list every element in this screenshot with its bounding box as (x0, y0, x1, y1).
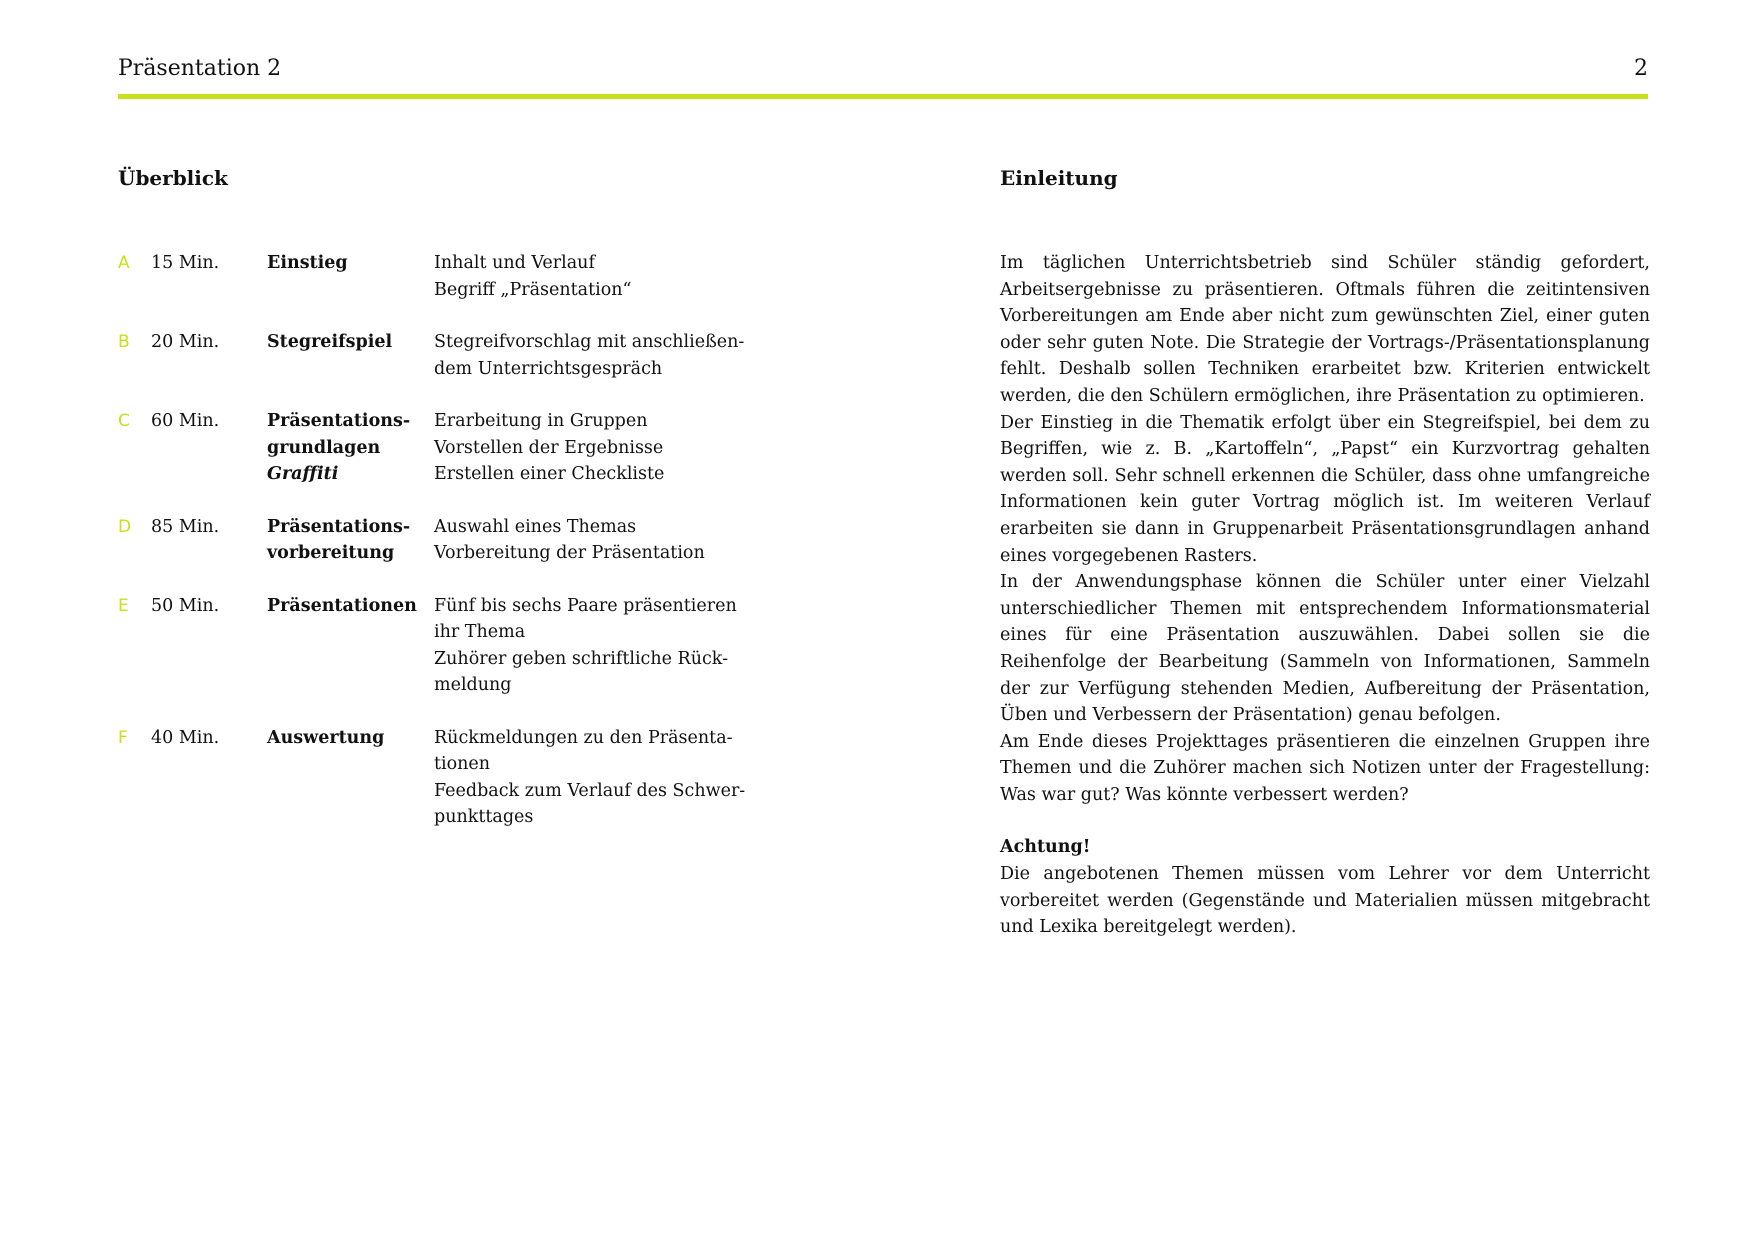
phase-description (434, 408, 764, 488)
description-line: Rückmeldungen zu den Präsenta- (434, 727, 733, 748)
phase-title (267, 725, 437, 752)
intro-paragraph-2: Der Einstieg in die Thematik erfolgt über ein Stegreifspiel, bei dem zu Begriffen, wie z. B. „Kartoffeln“, „Papst“ ein Kurzvortrag gehalten werden soll. Sehr schnell erkennen die Schüler, dass ohne umfangreiche Informationen kein guter Vortrag möglich ist. Im weiteren Verlauf erarbeiten sie dann in Gruppenarbeit Präsentationsgrundlagen anhand eines vorgegebenen Rasters. (1000, 412, 1650, 566)
description-line: dem Unterrichtsgespräch (434, 358, 663, 379)
description-line: Begriff „Präsentation“ (434, 279, 632, 300)
phase-title-line: Einstieg (267, 253, 348, 273)
phase-duration: 40 Min. (151, 727, 220, 748)
overview-row (118, 408, 758, 488)
overview-heading: Überblick (118, 166, 228, 190)
intro-heading: Einleitung (1000, 166, 1118, 190)
page-number: 2 (1634, 56, 1648, 81)
phase-title (267, 514, 437, 567)
description-line: Erarbeitung in Gruppen (434, 411, 648, 431)
description-line: Stegreifvorschlag mit anschließen- (434, 332, 745, 352)
overview-row (118, 514, 758, 567)
phase-title-line: Präsentationen (267, 595, 417, 616)
phase-duration: 50 Min. (151, 595, 220, 616)
overview-row (118, 593, 758, 699)
overview-row (118, 329, 758, 382)
description-line: Fünf bis sechs Paare präsentieren (434, 595, 737, 616)
phase-description (434, 514, 764, 567)
description-line: tionen (434, 754, 491, 774)
intro-paragraph-1: Im täglichen Unterrichtsbetrieb sind Schüler ständig gefordert, Arbeitsergebnisse zu präsentieren. Oftmals führen die zeitintensiven Vorbereitungen am Ende aber nicht zum gewünschten Ziel, einer guten oder sehr guten Note. Die Strategie der Vortrags-/Präsentationsplanung fehlt. Deshalb sollen Techniken erarbeitet bzw. Kriterien entwickelt werden, die den Schülern ermöglichen, ihre Präsentation zu optimieren. (1000, 253, 1650, 406)
phase-letter: B (118, 332, 130, 352)
intro-paragraph-4: Am Ende dieses Projekttages präsentieren die einzelnen Gruppen ihre Themen und die Zuhörer machen sich Notizen unter der Fragestellung: Was war gut? Was könnte verbessert werden? (1000, 731, 1650, 805)
warning-text: Die angebotenen Themen müssen vom Lehrer vor dem Unterricht vorbereitet werden (Gegenstände und Materialien müssen mitgebracht und Lexika bereitgelegt werden). (1000, 864, 1650, 938)
phase-title (267, 408, 437, 488)
phase-duration: 15 Min. (151, 253, 220, 273)
overview-row (118, 725, 758, 831)
overview-table (118, 250, 758, 857)
phase-description (434, 725, 764, 831)
description-line: meldung (434, 675, 512, 695)
phase-title (267, 250, 437, 277)
phase-duration: 20 Min. (151, 332, 220, 352)
phase-title-line: vorbereitung (267, 543, 395, 563)
overview-row (118, 250, 758, 303)
phase-title (267, 329, 437, 356)
header-title: Präsentation 2 (118, 56, 282, 81)
description-line: Inhalt und Verlauf (434, 253, 595, 273)
phase-duration: 85 Min. (151, 516, 220, 537)
description-line: Zuhörer geben schriftliche Rück- (434, 648, 729, 669)
phase-description (434, 250, 764, 303)
phase-description (434, 329, 764, 382)
phase-letter: C (118, 411, 130, 431)
description-line: Auswahl eines Themas (434, 516, 637, 537)
intro-text (1000, 250, 1650, 941)
page-header (118, 50, 1648, 99)
description-line: Feedback zum Verlauf des Schwer- (434, 780, 746, 801)
phase-letter: F (118, 727, 128, 748)
phase-description (434, 593, 764, 699)
phase-method: Graffiti (267, 464, 339, 484)
phase-title-line: Präsentations- (267, 411, 411, 431)
description-line: Erstellen einer Checkliste (434, 464, 665, 484)
phase-title-line: grundlagen (267, 437, 381, 458)
warning-title: Achtung! (1000, 837, 1091, 858)
description-line: Vorstellen der Ergebnisse (434, 437, 664, 458)
phase-title-line: Stegreifspiel (267, 332, 393, 352)
phase-title-line: Präsentations- (267, 516, 411, 537)
description-line: ihr Thema (434, 622, 526, 642)
description-line: Vorbereitung der Präsentation (434, 543, 705, 563)
phase-title (267, 593, 437, 620)
phase-duration: 60 Min. (151, 411, 220, 431)
phase-letter: A (118, 253, 130, 273)
phase-letter: D (118, 516, 132, 537)
description-line: punkttages (434, 807, 534, 827)
phase-letter: E (118, 595, 129, 616)
phase-title-line: Auswertung (267, 727, 385, 748)
intro-paragraph-3: In der Anwendungsphase können die Schüler unter einer Vielzahl unterschiedlicher Themen mit entsprechendem Informationsmaterial eines für eine Präsentation auszuwählen. Dabei sollen sie die Reihenfolge der Bearbeitung (Sammeln von Informationen, Sammeln der zur Verfügung stehenden Medien, Aufbereitung der Präsentation, Üben und Verbessern der Präsentation) genau befolgen. (1000, 572, 1650, 726)
